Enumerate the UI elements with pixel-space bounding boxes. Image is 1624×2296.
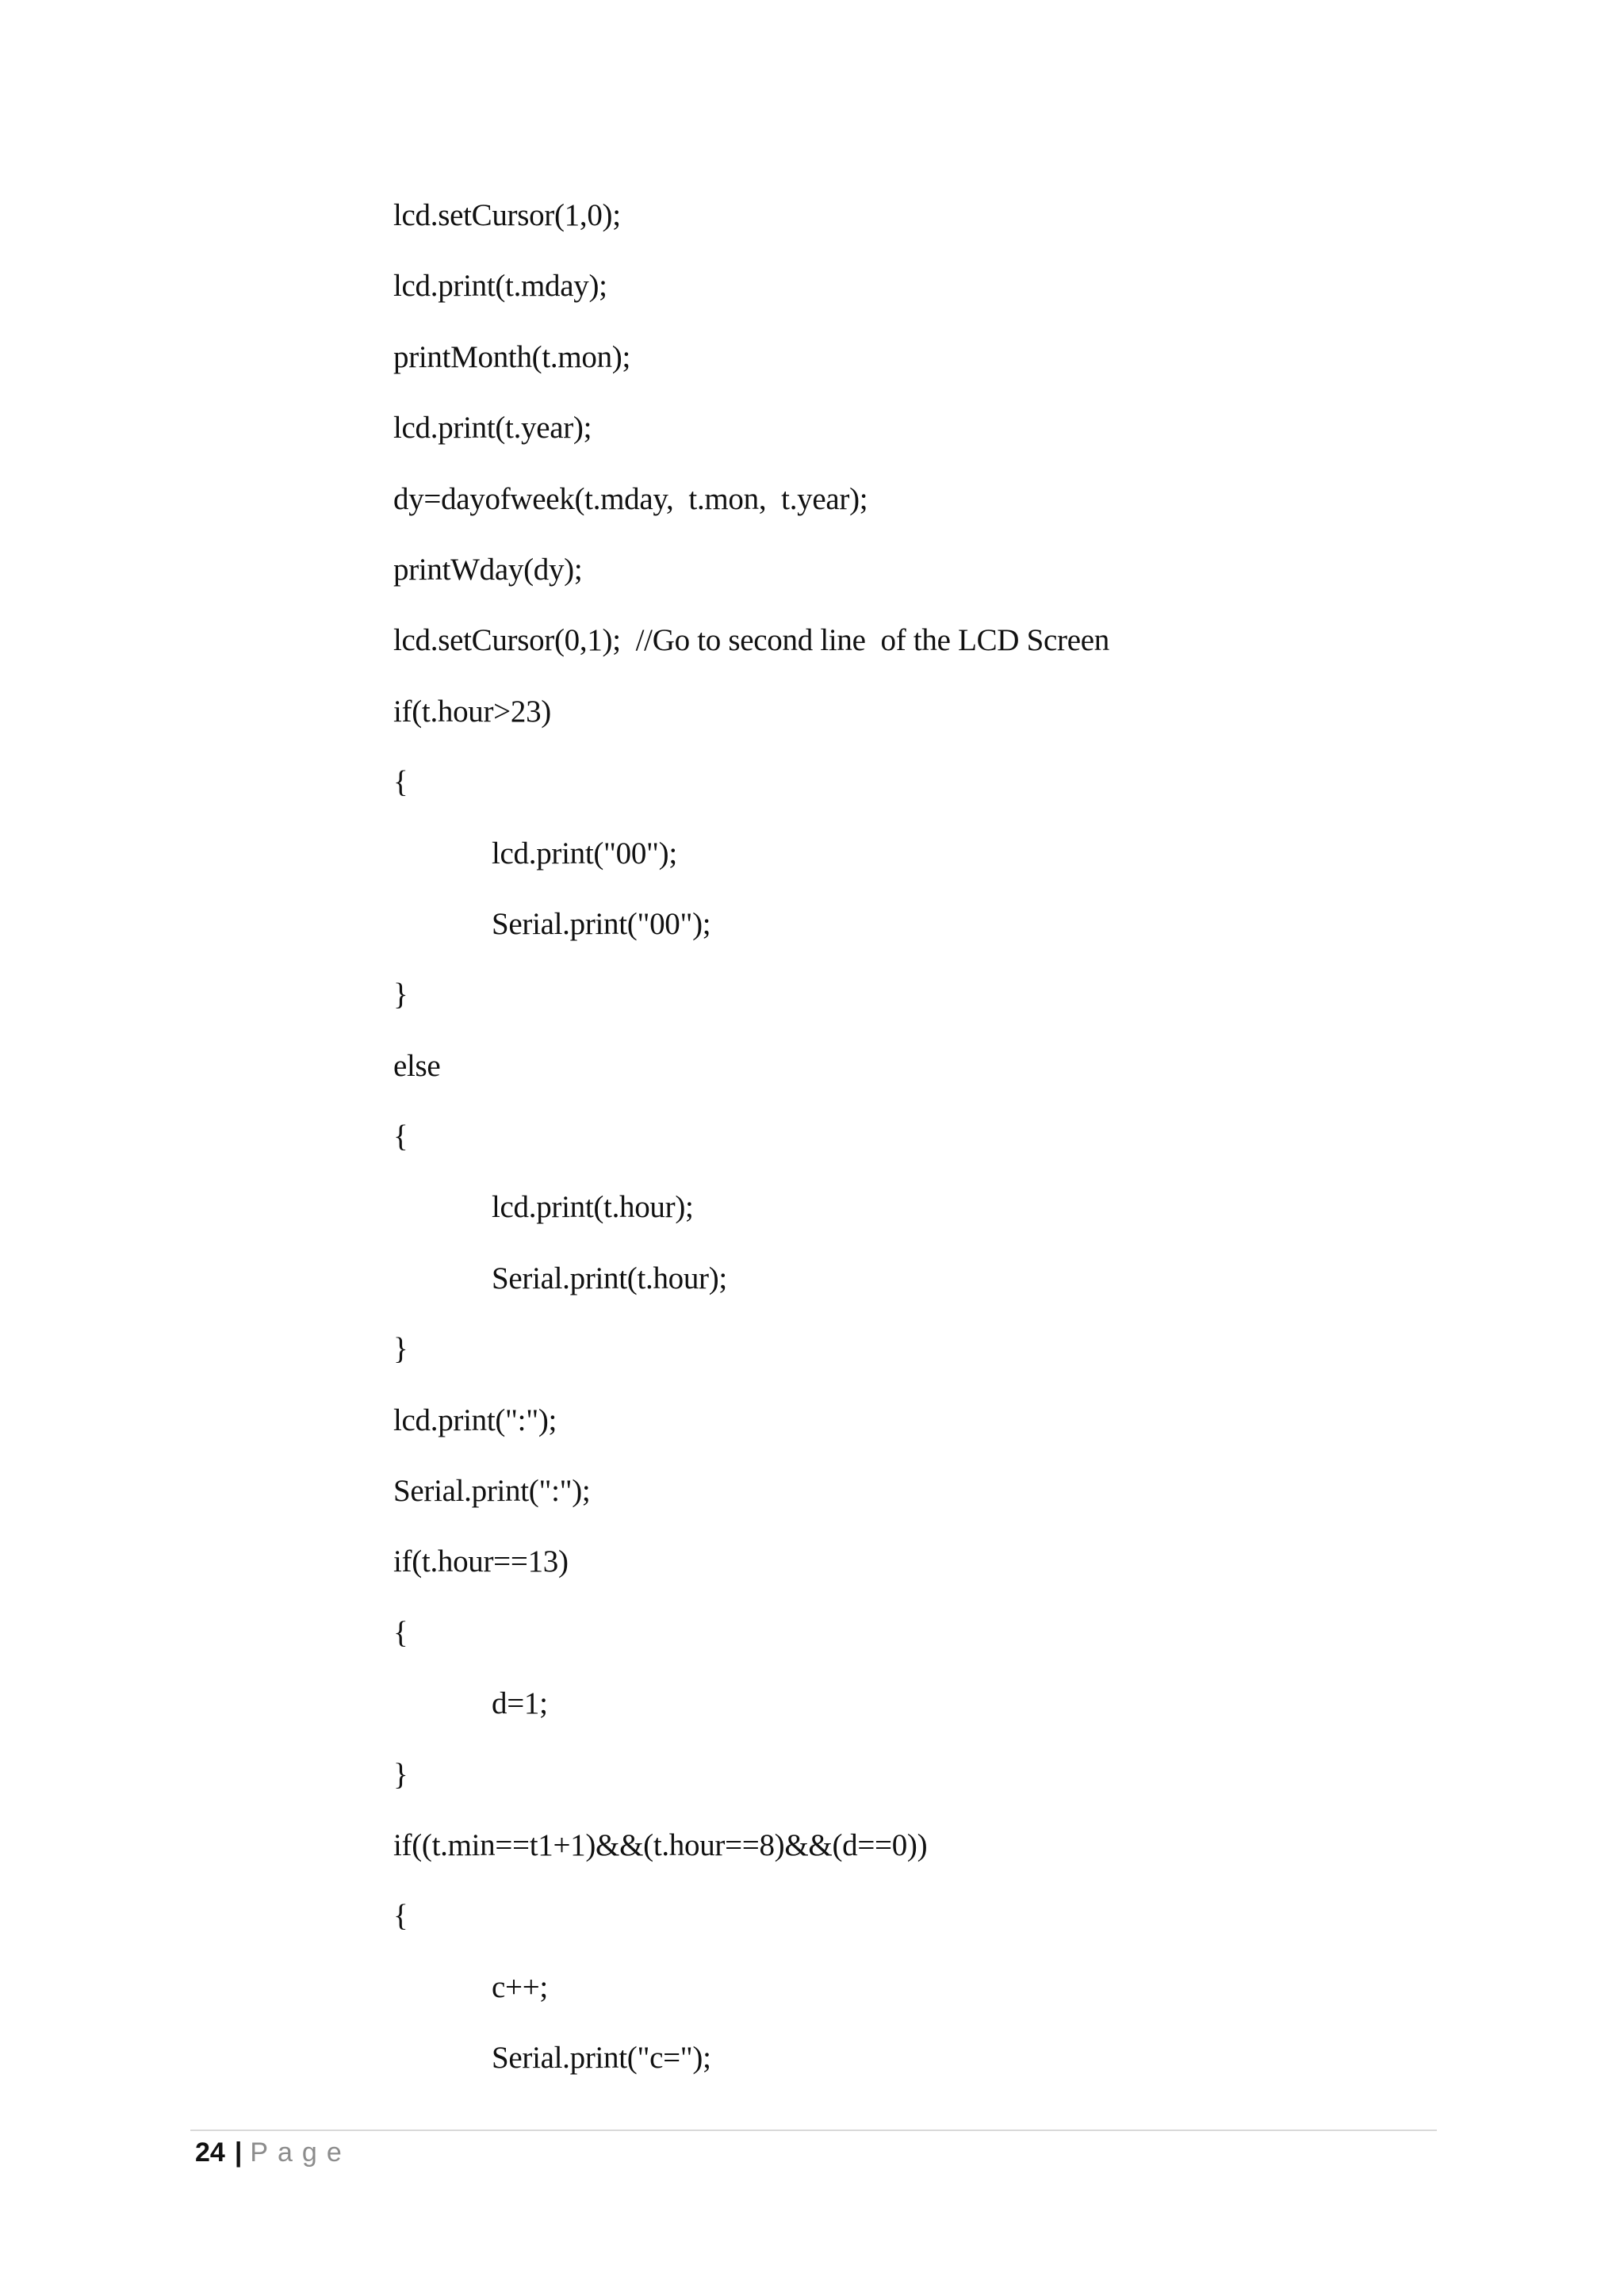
page-footer [195, 2133, 351, 2172]
code-line: else [393, 1048, 441, 1083]
code-line: printMonth(t.mon); [393, 339, 631, 374]
code-line: Serial.print(":"); [393, 1474, 591, 1509]
code-line: lcd.setCursor(1,0); [393, 198, 621, 232]
code-line: lcd.setCursor(0,1); //Go to second line of the LCD Screen [393, 623, 1109, 658]
code-line: lcd.print(t.mday); [393, 269, 607, 304]
footer-divider [190, 2130, 1437, 2131]
code-line: printWday(dy); [393, 552, 583, 587]
code-line: if(t.hour==13) [393, 1544, 569, 1579]
code-line: { [393, 1615, 408, 1650]
code-line: Serial.print("00"); [492, 906, 711, 941]
code-line: } [393, 978, 408, 1012]
code-line: { [393, 1119, 408, 1154]
code-line: lcd.print(":"); [393, 1402, 557, 1437]
footer-separator: | [234, 2137, 243, 2168]
code-line: Serial.print(t.hour); [492, 1261, 727, 1295]
code-line: lcd.print(t.hour); [492, 1190, 694, 1225]
code-line: dy=dayofweek(t.mday, t.mon, t.year); [393, 481, 868, 516]
page-number: 24 [195, 2137, 225, 2168]
code-line: } [393, 1332, 408, 1367]
code-line: lcd.print(t.year); [393, 411, 592, 446]
code-line: { [393, 1899, 408, 1934]
code-listing [393, 192, 1503, 2106]
code-line: lcd.print("00"); [492, 836, 677, 871]
code-line: { [393, 765, 408, 800]
page-label: Page [250, 2137, 351, 2168]
code-line: if((t.min==t1+1)&&(t.hour==8)&&(d==0)) [393, 1827, 928, 1862]
code-line: if(t.hour>23) [393, 694, 551, 729]
code-line: c++; [492, 1969, 548, 2004]
code-line: d=1; [492, 1686, 548, 1721]
code-line: Serial.print("c="); [492, 2041, 711, 2076]
code-line: } [393, 1757, 408, 1792]
